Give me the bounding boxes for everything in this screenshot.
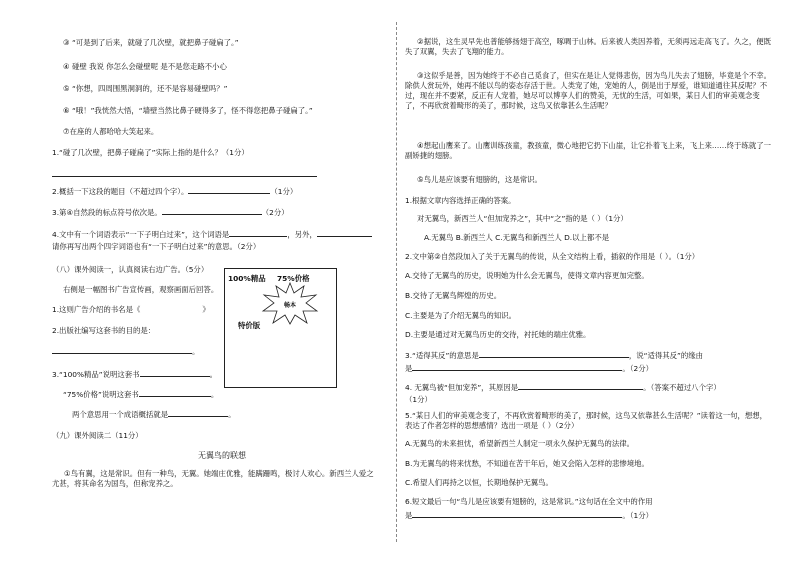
ad-edition-label: 特价版	[238, 321, 261, 330]
r-question-2-option-a: A.交待了无翼鸟的历史，说明她为什么会无翼鸟，使得文章内容更加完整。	[405, 271, 649, 280]
r-question-1: 1.根据文章内容选择正确的答案。	[405, 196, 516, 205]
r-question-2-option-c: C.主要是为了介绍无翼鸟的知识。	[405, 311, 516, 320]
story-paragraph-5: ⑤鸟儿是应该要有翅膀的，这是常识。	[417, 175, 542, 184]
r-question-2-option-b: B.交待了无翼鸟辉煌的历史。	[405, 291, 502, 300]
section-9-title: （九）课外阅读二（11分）	[52, 431, 143, 440]
s8-question-3a: 3.“100%精品”说明这套书 。	[52, 370, 217, 379]
r-question-5: 5.“某日人们的审美观念变了，不再欣赏着畸形的美了，那时候，这鸟又依靠甚么生活呢？”读着这一句，想想，表达了作者怎样的思想感情？选出一项是（ ）（2分）	[405, 411, 768, 430]
paragraph-5: ⑤ “你想，四周围黑洞洞的，还不是容易碰壁吗？”	[63, 84, 228, 93]
section-8-intro: 右侧是一幅图书广告宣传画，观察画面后回答。	[63, 285, 219, 294]
answer-blank-r-q4[interactable]	[518, 382, 643, 390]
answer-blank-q4b[interactable]	[317, 229, 372, 237]
answer-blank-s8q2[interactable]	[52, 346, 192, 354]
r-question-4-score: （1分）	[405, 395, 432, 404]
r-question-2: 2.文中第②自然段加入了关于无翼鸟的传说，从全文结构上看，插叙的作用是（ ）。（1分）	[405, 252, 700, 261]
question-4: 4.文中有一个词语表示“一下子明白过来”，这个词语是 ，另外，	[52, 229, 372, 240]
r-question-1-options: A.无翼鸟 B.新西兰人 C.无翼鸟和新西兰人 D.以上都不是	[424, 233, 610, 242]
r-question-6-cont: 是 。（1分）	[405, 511, 653, 520]
answer-blank-s8q3c[interactable]	[168, 409, 228, 417]
answer-blank-q2[interactable]	[188, 186, 270, 194]
question-4-cont: 请你再写出两个四字词语也有“一下子明白过来”的意思。（2分）	[52, 242, 261, 251]
answer-blank-r-q3a[interactable]	[479, 350, 629, 358]
ad-quality-label: 100%精品	[228, 274, 266, 283]
story-paragraph-2: ②据说，这生灵早先也普能够扬翅于高空，啄啁于山林。后来被人类因养着，无须再远走高飞了。久之，便既失了双翼，失去了飞翔的能力。	[405, 37, 771, 56]
story-paragraph-1: ①鸟有翼，这是常识。但有一种鸟，无翼。她端庄优雅，能蹒跚鸣，极讨人欢心。新西兰人爱之尤甚，将其命名为国鸟，但称宠养之。	[52, 469, 374, 488]
section-8-title: （八）课外阅读一，认真阅读右边广告。（5分）	[52, 265, 209, 274]
story-paragraph-4: ④想起山鹰来了。山鹰训练孩童，教孩童，微心地把它扔下山崖，让它扑着飞上来，飞上来……终于练就了一副矫捷的翅膀。	[405, 141, 771, 160]
answer-blank-r-q6[interactable]	[412, 510, 622, 518]
s8-question-2-line: 。	[52, 346, 199, 357]
s8-question-3b: “75%价格”说明这套书 。	[63, 390, 219, 399]
r-question-5-option-a: A.无翼鸟的未来担忧，希望新西兰人制定一项永久保护无翼鸟的法律。	[405, 439, 634, 448]
r-question-5-option-c: C.希望人们再持之以恒，长期地保护无翼鸟。	[405, 478, 553, 487]
s8-question-1: 1.这则广告介绍的书名是《 》	[52, 305, 210, 314]
answer-blank-s8q3a[interactable]	[140, 369, 210, 377]
paragraph-6: ⑥ “哦！”我恍然大悟，“墙壁当然比鼻子硬得多了，怪不得您把鼻子碰扁了。”	[63, 106, 313, 115]
book-advertisement	[224, 268, 337, 388]
answer-blank-r-q3b[interactable]	[412, 363, 622, 371]
s8-question-3c: 两个意思用一个成语概括就是 。	[72, 410, 236, 419]
question-2: 2.概括一下这段的题目（不超过四个字）。 （1分）	[52, 187, 298, 196]
r-question-2-option-d: D.主要是通过对无翼鸟历史的交待，衬托她的端庄优雅。	[405, 330, 591, 339]
question-1: 1.“碰了几次壁，把鼻子碰扁了”实际上指的是什么？（1分）	[52, 148, 249, 157]
paragraph-7: ⑦在座的人都哈哈大笑起来。	[63, 127, 159, 136]
ad-burst-text: 畅本	[284, 302, 297, 309]
ad-price-label: 75%价格	[277, 274, 310, 283]
answer-blank-s8q3b[interactable]	[139, 389, 211, 397]
column-divider	[396, 22, 397, 542]
answer-line-q1[interactable]	[52, 176, 317, 177]
story-paragraph-3: ③这似乎是善，因为她终于不必自己觅食了，但实在是让人觉得悲伤，因为鸟儿失去了翅膀，毕竟是个不幸。除供人赏玩外，她再不能以鸟的姿态存活于世。人类宠了她，宠她的人，倒是出于厚爱，谁知道通往其反呢？不过，现在并不要紧，反正有人宠着，她尽可以博享人们的赞美，无忧的生活，可如果，某日人们的审美观念变了，不再欣赏着畸形的美了，那时候，这鸟又依靠甚么生活呢？	[405, 71, 771, 110]
paragraph-4: ④ 碰壁 我说 你怎么会碰壁呢 是不是您走路不小心	[63, 62, 227, 71]
paragraph-3: ③ “可是到了后来，就碰了几次壁，就把鼻子碰扁了。”	[63, 38, 239, 47]
r-question-5-option-b: B.为无翼鸟的将来忧愁，不知道在苦干年后，她又会陷入怎样的悲惨境地。	[405, 459, 649, 468]
r-question-4: 4. 无翼鸟被“但加宠养”，其原因是 。（答案不超过八个字）	[405, 383, 721, 392]
r-question-3: 3.“适得其反”的意思是 ，说“适得其反”的缘由	[405, 351, 704, 360]
question-3: 3.第④自然段的标点符号依次是。 （2分）	[52, 208, 289, 217]
r-question-6: 6.短文最后一句“鸟儿是应该要有翅膀的，这是常识。”这句话在全文中的作用	[405, 497, 653, 506]
r-question-3-cont: 是 。（2分）	[405, 364, 653, 373]
answer-blank-q4a[interactable]	[229, 229, 287, 237]
story-title: 无翼鸟的联想	[198, 451, 246, 460]
answer-blank-q3[interactable]	[162, 207, 262, 215]
s8-question-2: 2.出版社编写这套书的目的是：	[52, 326, 156, 335]
r-question-1-sub: 对无翼鸟，新西兰人“但加宠养之”，其中“之”指的是（ ）（1分）	[417, 214, 628, 223]
